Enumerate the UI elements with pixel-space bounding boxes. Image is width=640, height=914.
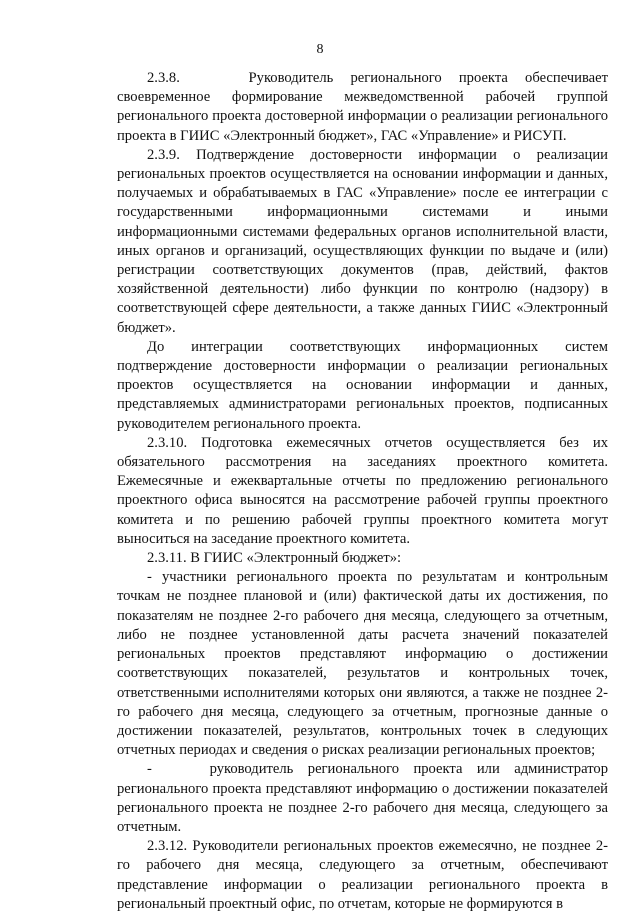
page-number: 8 xyxy=(316,42,324,57)
list-item-participants: - участники регионального проекта по результатам и контрольным точкам не позднее плановой и (или) фактической даты их достижения, по показателям не позднее 2-го рабочего дня месяца, следующего за отчетным, либо не позднее установленной даты расчета значений показателей региональных проектов представляют информацию о достижении соответствующих показателей, результатов и контрольных точек, ответственными исполнителями которых они являются, а также не позднее 2-го рабочего дня месяца, следующего за отчетным, прогнозные данные о достижении показателей, результатов, контрольных точек в следующих отчетных периодах и сведения о рисках реализации региональных проектов; xyxy=(117,569,608,759)
list-item-project-head: - руководитель регионального проекта или администратор регионального проекта представляют информацию о достижении показателей регионального проекта не позднее 2-го рабочего дня месяца, следующего за отчетным. xyxy=(117,761,608,835)
paragraph-2-3-9: 2.3.9. Подтверждение достоверности информации о реализации региональных проектов осуществляется на основании информации и данных, получаемых и обрабатываемых в ГАС «Управление» после ее интеграции с государственными информационными системами и иными информационными системами федеральных органов исполнительной власти, иных органов и организаций, осуществляющих функции по выдаче и (или) регистрации соответствующих документов (прав, действий, фактов хозяйственной деятельности) либо функции по контролю (надзору) в соответствующей сфере деятельности, а также данных ГИИС «Электронный бюджет». xyxy=(117,146,608,336)
paragraph-2-3-12: 2.3.12. Руководители региональных проектов ежемесячно, не позднее 2-го рабочего дня месяца, следующего за отчетным, обеспечивают представление информации о реализации регионального проекта в региональный проектный офис, по отчетам, которые не формируются в xyxy=(117,838,608,912)
paragraph-2-3-11: 2.3.11. В ГИИС «Электронный бюджет»: xyxy=(147,550,402,567)
document-body xyxy=(117,69,608,914)
paragraph-integration: До интеграции соответствующих информационных систем подтверждение достоверности информации о реализации региональных проектов осуществляется на основании информации и данных, представляемых администраторами региональных проектов, подписанных руководителем регионального проекта. xyxy=(117,338,608,432)
paragraph-2-3-8: 2.3.8. Руководитель регионального проекта обеспечивает своевременное формирование межведомственной рабочей группой регионального проекта достоверной информации о реализации регионального проекта в ГИИС «Электронный бюджет», ГАС «Управление» и РИСУП. xyxy=(117,70,608,144)
paragraph-2-3-10: 2.3.10. Подготовка ежемесячных отчетов осуществляется без их обязательного рассмотрения на заседаниях проектного комитета. Ежемесячные и ежеквартальные отчеты по предложению регионального проектного офиса выносятся на рассмотрение рабочей группы проектного комитета и по решению рабочей группы проектного комитета могут выноситься на заседание проектного комитета. xyxy=(117,434,608,547)
